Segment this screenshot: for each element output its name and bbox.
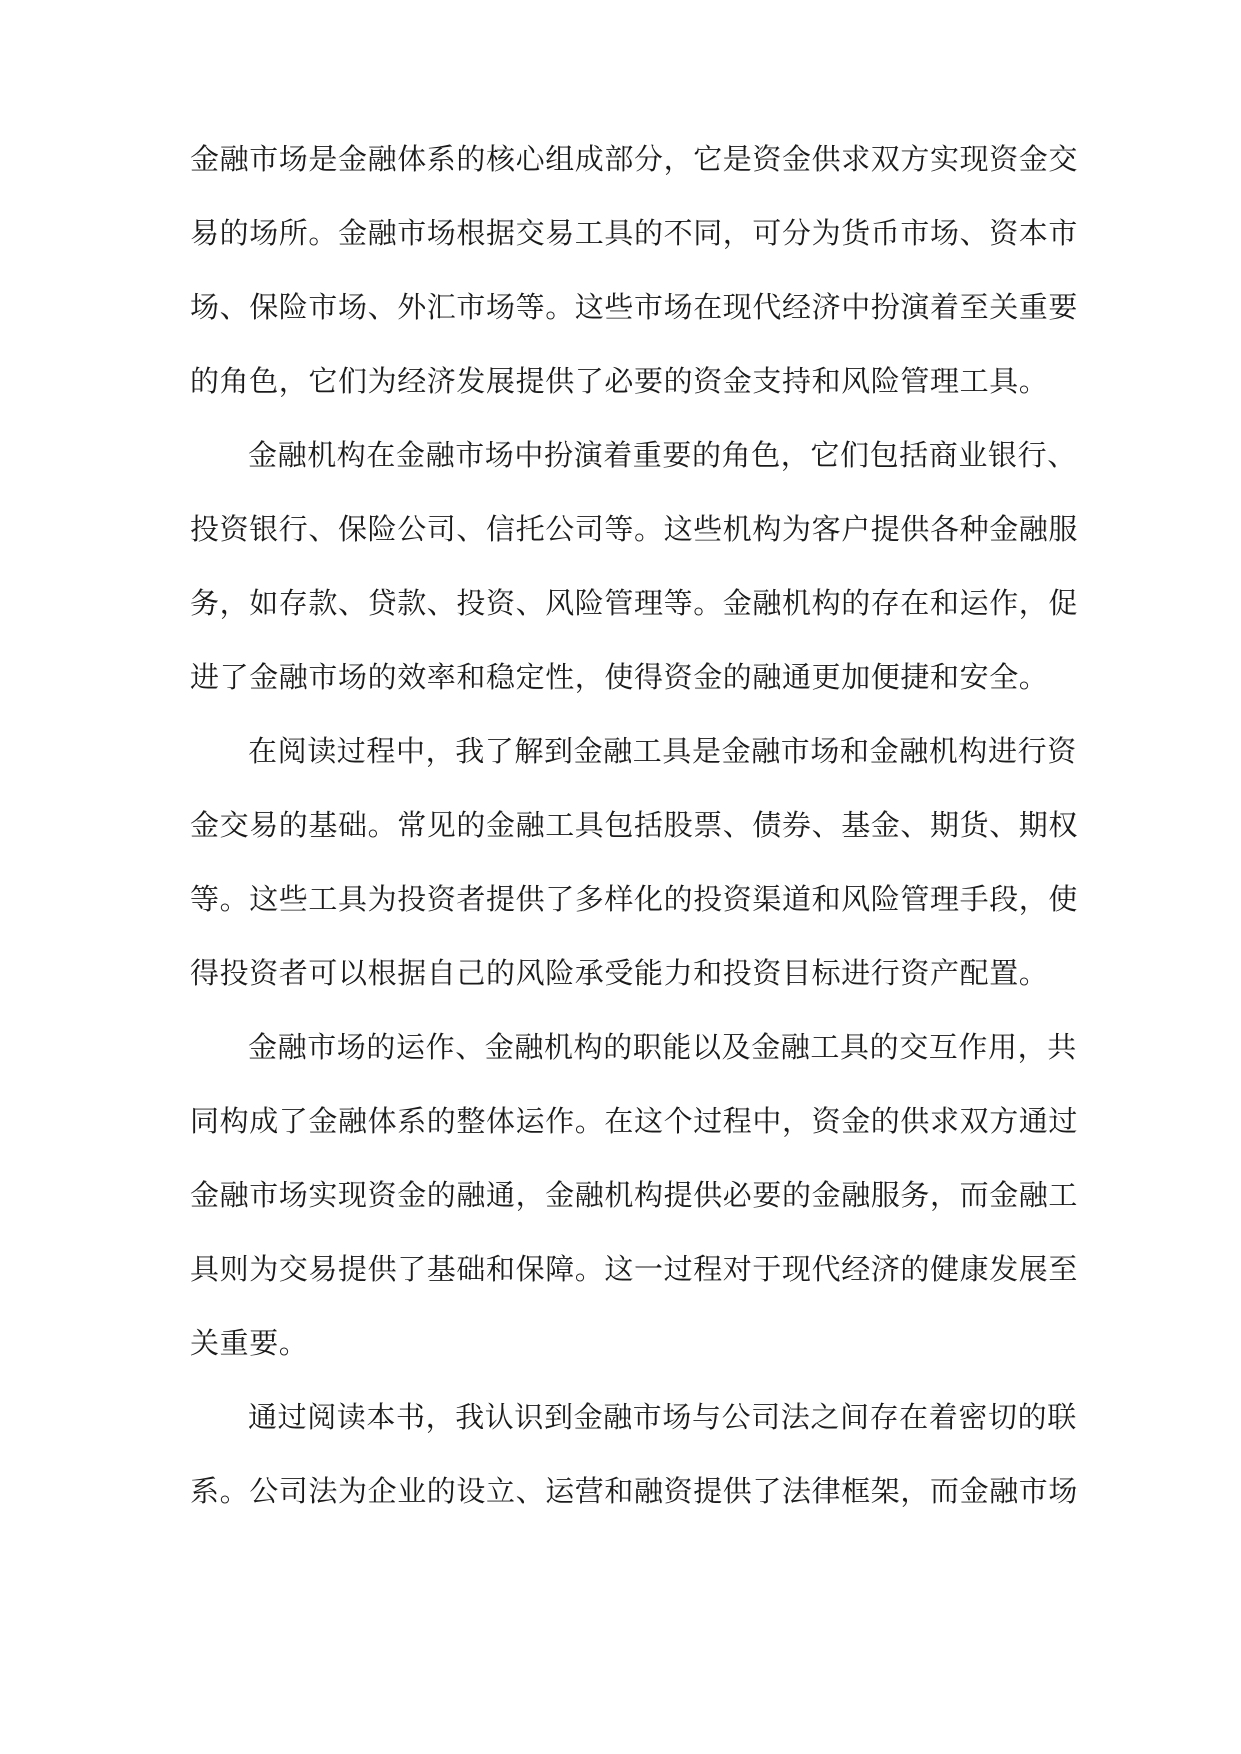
text-line: 金融市场是金融体系的核心组成部分，它是资金供求双方实现资金交 [190,142,1079,176]
text-line: 在阅读过程中，我了解到金融工具是金融市场和金融机构进行资 [248,734,1077,768]
text-line: 易的场所。金融市场根据交易工具的不同，可分为货币市场、资本市 [190,216,1079,250]
text-line: 金融市场的运作、金融机构的职能以及金融工具的交互作用，共 [248,1030,1077,1064]
text-line: 系。公司法为企业的设立、运营和融资提供了法律框架，而金融市场 [190,1474,1079,1508]
text-line: 的角色，它们为经济发展提供了必要的资金支持和风险管理工具。 [190,364,1049,398]
text-line: 进了金融市场的效率和稳定性，使得资金的融通更加便捷和安全。 [190,660,1049,694]
text-line: 金融市场实现资金的融通，金融机构提供必要的金融服务，而金融工 [190,1178,1079,1212]
text-line: 关重要。 [190,1326,309,1360]
text-line: 金融机构在金融市场中扮演着重要的角色，它们包括商业银行、 [248,438,1077,472]
text-line: 投资银行、保险公司、信托公司等。这些机构为客户提供各种金融服 [190,512,1079,546]
text-line: 场、保险市场、外汇市场等。这些市场在现代经济中扮演着至关重要 [190,290,1079,324]
text-line: 通过阅读本书，我认识到金融市场与公司法之间存在着密切的联 [248,1400,1077,1434]
text-line: 务，如存款、贷款、投资、风险管理等。金融机构的存在和运作，促 [190,586,1079,620]
text-line: 同构成了金融体系的整体运作。在这个过程中，资金的供求双方通过 [190,1104,1079,1138]
text-line: 得投资者可以根据自己的风险承受能力和投资目标进行资产配置。 [190,956,1049,990]
text-line: 具则为交易提供了基础和保障。这一过程对于现代经济的健康发展至 [190,1252,1079,1286]
text-line: 金交易的基础。常见的金融工具包括股票、债券、基金、期货、期权 [190,808,1079,842]
text-line: 等。这些工具为投资者提供了多样化的投资渠道和风险管理手段，使 [190,882,1079,916]
